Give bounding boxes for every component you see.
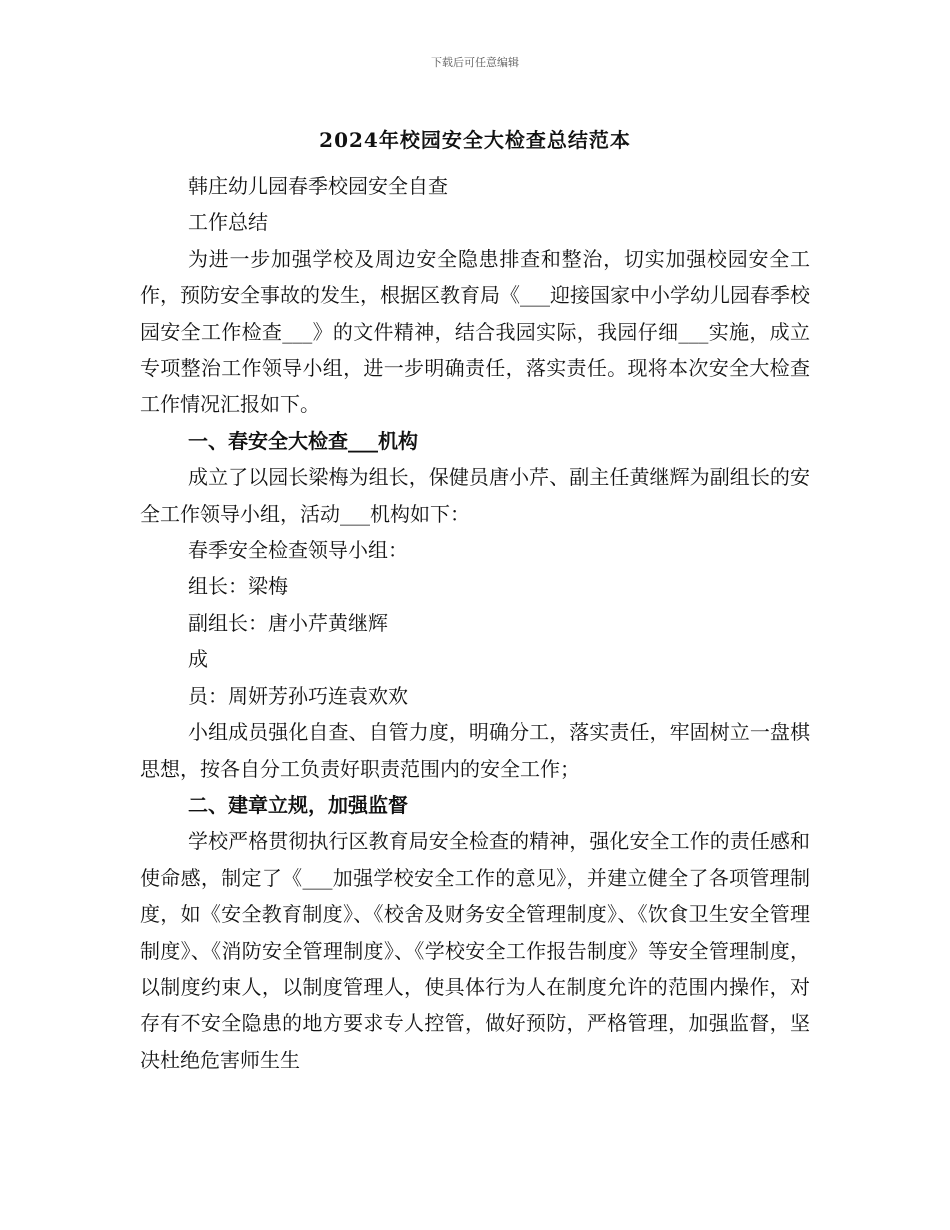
group-leader: 组长：梁梅 <box>188 574 288 599</box>
group-members-label: 成 <box>188 647 208 672</box>
section-2-paragraph: 学校严格贯彻执行区教育局安全检查的精神，强化安全工作的责任感和使命感，制定了《___加强学校安全工作的意见》，并建立健全了各项管理制度，如《安全教育制度》、《校舍及财务安全管理制度》、《饮食卫生安全管理制度》、《消防安全管理制度》、《学校安全工作报告制度》等安全管理制度，以制度约束人，以制度管理人，使具体行为人在制度允许的范围内操作，对存有不安全隐患的地方要求专人控管，做好预防，严格管理，加强监督，坚决杜绝危害师生生 <box>140 829 810 1072</box>
document-title: 2024年校园安全大检查总结范本 <box>319 128 631 152</box>
intro-paragraph: 为进一步加强学校及周边安全隐患排查和整治，切实加强校园安全工作，预防安全事故的发生，根据区教育局《___迎接国家中小学幼儿园春季校园安全工作检查___》的文件精神，结合我园实际，我园仔细___实施，成立专项整治工作领导小组，进一步明确责任，落实责任。现将本次安全大检查工作情况汇报如下。 <box>140 246 810 417</box>
document-body <box>140 168 810 1078</box>
group-label: 春季安全检查领导小组： <box>188 538 408 563</box>
group-members: 员：周妍芳孙巧连袁欢欢 <box>188 683 408 708</box>
section-heading-1: 一、春安全大检查___机构 <box>188 428 418 453</box>
group-duty-paragraph: 小组成员强化自查、自管力度，明确分工，落实责任，牢固树立一盘棋思想，按各自分工负责好职责范围内的安全工作； <box>140 720 810 781</box>
section-heading-2: 二、建章立规，加强监督 <box>188 792 408 817</box>
header-note: 下载后可任意编辑 <box>431 56 519 69</box>
group-deputy-leaders: 副组长：唐小芹黄继辉 <box>188 610 388 635</box>
subtitle-line-2: 工作总结 <box>188 210 268 235</box>
subtitle-line-1: 韩庄幼儿园春季校园安全自查 <box>188 174 448 198</box>
section-1-paragraph: 成立了以园长梁梅为组长，保健员唐小芹、副主任黄继辉为副组长的安全工作领导小组，活动___机构如下： <box>140 465 810 526</box>
